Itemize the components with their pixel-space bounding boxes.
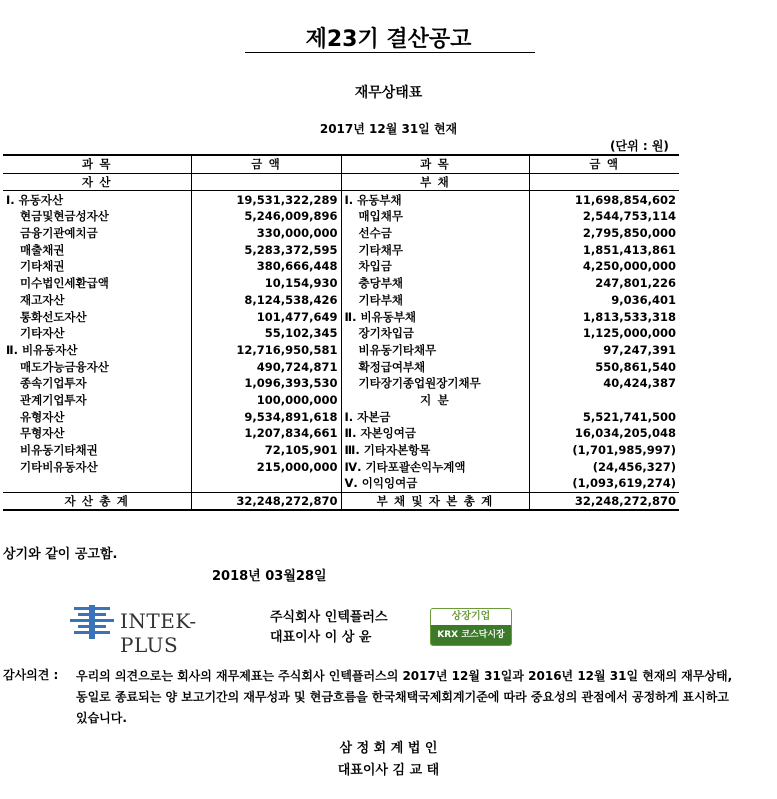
- table-row: [3, 308, 679, 325]
- liability-equity-item-label: 기타채무: [341, 241, 529, 258]
- table-row: [3, 392, 679, 409]
- notice-text: 상기와 같이 공고함.: [3, 547, 118, 562]
- liability-equity-item-label: 비유동기타채무: [341, 342, 529, 359]
- table-row: [3, 225, 679, 242]
- asset-item-label: 기타채권: [20, 259, 65, 274]
- table-row: [3, 191, 679, 208]
- asset-item-amount: 101,477,649: [191, 308, 341, 325]
- asset-item-amount: 1,207,834,661: [191, 425, 341, 442]
- asset-item-label: 매출채권: [20, 242, 65, 257]
- table-row: [3, 358, 679, 375]
- asset-item-amount: 330,000,000: [191, 225, 341, 242]
- page-title: 제23기 결산공고: [305, 27, 472, 52]
- badge-bottom-label: KRX 코스닥시장: [431, 625, 511, 645]
- liability-equity-item-amount: 11,698,854,602: [529, 191, 679, 208]
- asset-item-label: 관계기업투자: [20, 392, 87, 407]
- total-liabilities-equity-amount: 32,248,272,870: [529, 492, 679, 510]
- table-row: [3, 458, 679, 475]
- asset-item-label: 현금및현금성자산: [20, 209, 109, 224]
- table-row: [3, 325, 679, 342]
- liability-equity-item-label: 확정급여부채: [341, 358, 529, 375]
- table-row: [3, 258, 679, 275]
- liability-equity-item-label: Ⅱ. 자본잉여금: [341, 425, 529, 442]
- listed-company-badge: [430, 608, 512, 646]
- liability-equity-item-label: 매입채무: [341, 208, 529, 225]
- table-row: [3, 292, 679, 309]
- asset-item-amount: 10,154,930: [191, 275, 341, 292]
- col-header-amount-left: 금 액: [191, 155, 341, 173]
- asset-item-label: 유형자산: [20, 409, 65, 424]
- statement-title: 재무상태표: [354, 85, 423, 101]
- liability-equity-item-amount: (24,456,327): [529, 458, 679, 475]
- asset-item-label: 통화선도자산: [20, 309, 87, 324]
- equity-heading: 지 분: [341, 392, 529, 409]
- table-row: [3, 275, 679, 292]
- company-info: [270, 608, 388, 648]
- liability-equity-item-label: 차입금: [341, 258, 529, 275]
- asset-item-amount: 72,105,901: [191, 442, 341, 459]
- asset-item-amount: 215,000,000: [191, 458, 341, 475]
- asset-item-amount: 100,000,000: [191, 392, 341, 409]
- liability-equity-item-amount: 1,813,533,318: [529, 308, 679, 325]
- liabilities-heading: 부 채: [341, 173, 529, 191]
- table-row: [3, 442, 679, 459]
- assets-heading: 자 산: [3, 173, 191, 191]
- asset-item-label: 미수법인세환급액: [20, 276, 109, 291]
- table-row: [3, 408, 679, 425]
- asset-item-amount: 5,246,009,896: [191, 208, 341, 225]
- liability-equity-item-label: 충당부채: [341, 275, 529, 292]
- asset-item-amount: 8,124,538,426: [191, 292, 341, 309]
- liability-equity-item-label: 기타장기종업원장기채무: [341, 375, 529, 392]
- col-header-item-left: 과 목: [3, 155, 191, 173]
- asset-item-label: 재고자산: [20, 292, 65, 307]
- table-row: [3, 375, 679, 392]
- table-row: [3, 475, 679, 492]
- company-logo: [70, 603, 245, 657]
- liability-equity-item-amount: 4,250,000,000: [529, 258, 679, 275]
- table-row: [3, 208, 679, 225]
- liability-equity-item-amount: 97,247,391: [529, 342, 679, 359]
- asset-item-amount: 55,102,345: [191, 325, 341, 342]
- asset-item-amount: 19,531,322,289: [191, 191, 341, 208]
- liability-equity-item-label: 기타부채: [341, 292, 529, 309]
- liability-equity-item-label: Ⅲ. 기타자본항목: [341, 442, 529, 459]
- asset-item-amount: 9,534,891,618: [191, 408, 341, 425]
- badge-top-label: 상장기업: [431, 609, 511, 625]
- title-underline: [245, 52, 535, 53]
- asset-item-label: 비유동기타채권: [20, 443, 98, 458]
- audit-firm-ceo: 대표이사 김 교 태: [337, 763, 440, 778]
- liability-equity-item-amount: (1,093,619,274): [529, 475, 679, 492]
- balance-sheet-table: [3, 154, 679, 511]
- table-row: [3, 342, 679, 359]
- total-row: [3, 492, 679, 510]
- asset-item-label: 무형자산: [20, 426, 65, 441]
- intek-logo-icon: [70, 603, 114, 643]
- liability-equity-item-amount: (1,701,985,997): [529, 442, 679, 459]
- unit-label: (단위 : 원): [610, 139, 669, 153]
- liability-equity-item-amount: 2,544,753,114: [529, 208, 679, 225]
- asset-item-label: 매도가능금융자산: [20, 359, 109, 374]
- total-assets-label: 자 산 총 계: [3, 492, 191, 510]
- audit-label: 감사의견 :: [3, 668, 59, 682]
- notice-date: 2018년 03월28일: [212, 569, 327, 584]
- liability-equity-item-label: Ⅰ. 유동부채: [341, 191, 529, 208]
- liability-equity-item-amount: [529, 392, 679, 409]
- asset-item-label: 종속기업투자: [20, 376, 87, 391]
- asset-item-amount: 12,716,950,581: [191, 342, 341, 359]
- asset-item-label: 기타비유동자산: [20, 459, 98, 474]
- asset-item-amount: 380,666,448: [191, 258, 341, 275]
- statement-date: 2017년 12월 31일 현재: [319, 122, 458, 136]
- total-liabilities-equity-label: 부 채 및 자 본 총 계: [341, 492, 529, 510]
- liability-equity-item-amount: 9,036,401: [529, 292, 679, 309]
- liability-equity-item-amount: 5,521,741,500: [529, 408, 679, 425]
- asset-item-label: 기타자산: [20, 326, 65, 341]
- liability-equity-item-label: 선수금: [341, 225, 529, 242]
- liability-equity-item-label: Ⅱ. 비유동부채: [341, 308, 529, 325]
- audit-firm-block: [0, 738, 777, 782]
- liability-equity-item-amount: 550,861,540: [529, 358, 679, 375]
- liability-equity-item-amount: 16,034,205,048: [529, 425, 679, 442]
- table-row: [3, 241, 679, 258]
- liability-equity-item-label: 장기차입금: [341, 325, 529, 342]
- company-name: 주식회사 인텍플러스: [270, 610, 388, 625]
- liability-equity-item-label: Ⅰ. 자본금: [341, 408, 529, 425]
- table-row: [3, 425, 679, 442]
- liability-equity-item-amount: 1,125,000,000: [529, 325, 679, 342]
- liability-equity-item-amount: 1,851,413,861: [529, 241, 679, 258]
- col-header-amount-right: 금 액: [529, 155, 679, 173]
- asset-item-amount: 490,724,871: [191, 358, 341, 375]
- liability-equity-item-amount: 2,795,850,000: [529, 225, 679, 242]
- asset-item-label: [3, 475, 191, 492]
- audit-firm: 삼 정 회 계 법 인: [339, 741, 438, 756]
- liability-equity-item-amount: 40,424,387: [529, 375, 679, 392]
- liability-equity-item-label: Ⅴ. 이익잉여금: [341, 475, 529, 492]
- col-header-item-right: 과 목: [341, 155, 529, 173]
- total-assets-amount: 32,248,272,870: [191, 492, 341, 510]
- asset-item-label: 금융기관예치금: [20, 226, 98, 241]
- liability-equity-item-label: Ⅳ. 기타포괄손익누계액: [341, 458, 529, 475]
- asset-item-label: Ⅰ. 유동자산: [6, 192, 64, 207]
- audit-opinion: 우리의 의견으로는 회사의 재무제표는 주식회사 인텍플러스의 2017년 12월 31일과 2016년 12월 31일 현재의 재무상태, 동일로 종료되는 양 보고기간의 재무성과 및 현금흐름을 한국채택국제회계기준에 따라 중요성의 관점에서 공정하게 표시하고 있습니다.: [76, 669, 733, 725]
- asset-item-amount: 5,283,372,595: [191, 241, 341, 258]
- liability-equity-item-amount: 247,801,226: [529, 275, 679, 292]
- company-ceo: 대표이사 이 상 윤: [270, 630, 372, 645]
- logo-text: INTEK-PLUS: [120, 609, 197, 657]
- asset-item-label: Ⅱ. 비유동자산: [6, 342, 78, 357]
- asset-item-amount: 1,096,393,530: [191, 375, 341, 392]
- asset-item-amount: [191, 475, 341, 492]
